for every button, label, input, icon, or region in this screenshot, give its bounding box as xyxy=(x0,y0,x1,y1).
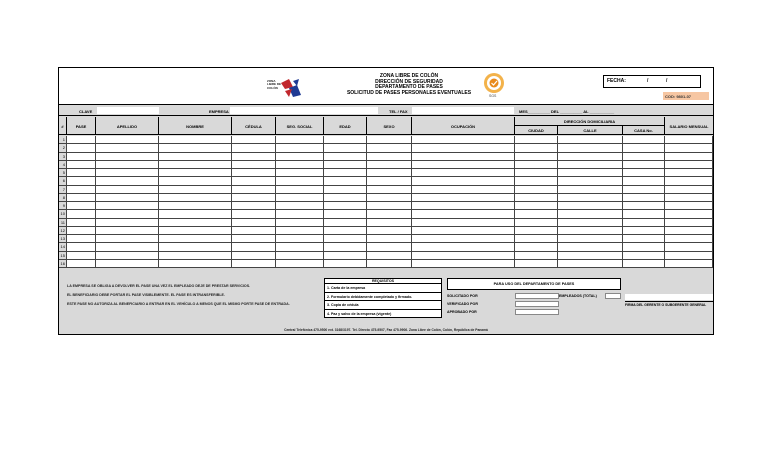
verificado-label: VERIFICADO POR xyxy=(447,302,478,306)
table-cell[interactable] xyxy=(96,235,159,242)
table-cell[interactable] xyxy=(324,169,367,176)
table-row xyxy=(59,243,713,251)
table-cell[interactable] xyxy=(367,161,412,168)
table-cell[interactable] xyxy=(412,194,515,201)
col-calle: CALLE xyxy=(558,126,623,135)
table-cell[interactable] xyxy=(232,243,276,250)
table-cell[interactable] xyxy=(623,243,665,250)
table-cell[interactable] xyxy=(276,260,324,267)
table-cell[interactable] xyxy=(67,252,96,259)
table-cell[interactable] xyxy=(232,260,276,267)
table-row xyxy=(59,186,713,194)
row-number: 1 xyxy=(59,136,67,143)
table-cell[interactable] xyxy=(67,210,96,217)
table-row xyxy=(59,219,713,227)
solicitado-label: SOLICITADO POR xyxy=(447,294,478,298)
table-cell[interactable] xyxy=(515,202,558,209)
table-cell[interactable] xyxy=(67,169,96,176)
table-cell[interactable] xyxy=(159,161,232,168)
table-row xyxy=(59,169,713,177)
table-cell[interactable] xyxy=(623,161,665,168)
table-cell[interactable] xyxy=(232,219,276,226)
aprobado-input[interactable] xyxy=(515,309,559,315)
note-2: EL BENEFICIARIO DEBE PORTAR EL PASE VISIBLEMENTE. EL PASE ES INTRANSFERIBLE. xyxy=(67,293,225,297)
requisito-2: 2. Formulario debidamente completado y firmado. xyxy=(325,293,441,302)
table-cell[interactable] xyxy=(558,235,623,242)
table-cell[interactable] xyxy=(623,260,665,267)
table-cell[interactable] xyxy=(412,227,515,234)
title-line-1: ZONA LIBRE DE COLÓN xyxy=(379,73,439,79)
table-cell[interactable] xyxy=(96,161,159,168)
table-cell[interactable] xyxy=(515,194,558,201)
requisito-3: 3. Copia de cédula xyxy=(325,301,441,310)
row-number: 7 xyxy=(59,186,67,193)
row-number: 2 xyxy=(59,144,67,151)
requisito-1: 1. Carta de la empresa xyxy=(325,284,441,293)
table-cell[interactable] xyxy=(232,235,276,242)
table-cell[interactable] xyxy=(232,252,276,259)
table-cell[interactable] xyxy=(67,194,96,201)
firma-input[interactable] xyxy=(625,294,713,300)
table-cell[interactable] xyxy=(515,210,558,217)
row-number: 3 xyxy=(59,153,67,160)
table-cell[interactable] xyxy=(558,194,623,201)
col-edad: EDAD xyxy=(324,117,367,135)
table-cell[interactable] xyxy=(515,260,558,267)
row-number: 6 xyxy=(59,177,67,184)
table-cell[interactable] xyxy=(367,252,412,259)
table-cell[interactable] xyxy=(558,186,623,193)
table-cell[interactable] xyxy=(324,260,367,267)
table-cell[interactable] xyxy=(558,210,623,217)
table-cell[interactable] xyxy=(558,136,623,143)
table-cell[interactable] xyxy=(412,260,515,267)
table-cell[interactable] xyxy=(665,136,713,143)
table-cell[interactable] xyxy=(276,177,324,184)
table-cell[interactable] xyxy=(665,219,713,226)
logo-line-3: COLÓN xyxy=(267,85,278,90)
row-number: 15 xyxy=(60,252,65,258)
table-cell[interactable] xyxy=(232,144,276,151)
row-number: 13 xyxy=(60,236,65,241)
sgs-label: SGS xyxy=(489,94,497,98)
col-nombre: NOMBRE xyxy=(159,117,232,135)
firma-label: FIRMA DEL GERENTE O SUBGERENTE GENERAL xyxy=(625,301,713,307)
table-cell[interactable] xyxy=(367,227,412,234)
table-cell[interactable] xyxy=(367,210,412,217)
table-cell[interactable] xyxy=(276,210,324,217)
note-1: LA EMPRESA SE OBLIGA A DEVOLVER EL PASE UNA VEZ EL EMPLEADO DEJE DE PRESTAR SERVICIOS. xyxy=(67,284,251,288)
table-cell[interactable] xyxy=(515,161,558,168)
requisitos-box xyxy=(324,278,442,318)
logo-line-1: ZONA xyxy=(267,79,276,83)
table-cell[interactable] xyxy=(96,260,159,267)
table-row xyxy=(59,136,713,144)
row-number: 14 xyxy=(60,244,65,250)
table-cell[interactable] xyxy=(276,202,324,209)
table-cell[interactable] xyxy=(412,161,515,168)
table-cell[interactable] xyxy=(324,227,367,234)
col-pase: PASE xyxy=(67,117,96,135)
table-cell[interactable] xyxy=(159,136,232,143)
form-footer xyxy=(59,270,713,335)
table-cell[interactable] xyxy=(623,252,665,259)
table-cell[interactable] xyxy=(665,243,713,250)
table-cell[interactable] xyxy=(324,177,367,184)
table-cell[interactable] xyxy=(67,202,96,209)
table-cell[interactable] xyxy=(558,169,623,176)
table-cell[interactable] xyxy=(367,144,412,151)
table-cell[interactable] xyxy=(159,153,232,160)
table-cell[interactable] xyxy=(324,194,367,201)
table-cell[interactable] xyxy=(96,219,159,226)
table-cell[interactable] xyxy=(232,227,276,234)
table-cell[interactable] xyxy=(665,202,713,209)
tel-fax-input[interactable] xyxy=(412,107,514,114)
col-seg-social: SEG. SOCIAL xyxy=(276,117,324,135)
table-cell[interactable] xyxy=(324,210,367,217)
note-3: ESTE PASE NO AUTORIZA AL BENEFICIARIO A ENTRAR EN EL VEHÍCULO A MENOS QUE EL MISMO PORTE PASE DE ENTRADA. xyxy=(67,302,290,306)
table-cell[interactable] xyxy=(558,260,623,267)
col-ocupacion: OCUPACIÓN xyxy=(412,117,515,135)
table-cell[interactable] xyxy=(159,227,232,234)
table-cell[interactable] xyxy=(276,252,324,259)
table-row xyxy=(59,227,713,235)
table-cell[interactable] xyxy=(665,210,713,217)
empresa-label: EMPRESA xyxy=(209,109,229,114)
table-header xyxy=(59,117,713,135)
table-cell[interactable] xyxy=(96,136,159,143)
table-cell[interactable] xyxy=(232,136,276,143)
table-cell[interactable] xyxy=(412,252,515,259)
table-cell[interactable] xyxy=(232,169,276,176)
table-cell[interactable] xyxy=(232,194,276,201)
table-cell[interactable] xyxy=(623,186,665,193)
table-cell[interactable] xyxy=(276,153,324,160)
table-cell[interactable] xyxy=(515,235,558,242)
table-cell[interactable] xyxy=(324,243,367,250)
table-cell[interactable] xyxy=(276,243,324,250)
table-cell[interactable] xyxy=(96,243,159,250)
table-cell[interactable] xyxy=(412,136,515,143)
table-cell[interactable] xyxy=(276,227,324,234)
table-cell[interactable] xyxy=(324,252,367,259)
table-row xyxy=(59,260,713,268)
table-cell[interactable] xyxy=(324,136,367,143)
table-cell[interactable] xyxy=(324,202,367,209)
table-cell[interactable] xyxy=(665,186,713,193)
table-cell[interactable] xyxy=(276,235,324,242)
requisitos-title: REQUISITOS xyxy=(325,279,441,284)
table-cell[interactable] xyxy=(96,177,159,184)
table-cell[interactable] xyxy=(367,235,412,242)
table-cell[interactable] xyxy=(67,144,96,151)
table-cell[interactable] xyxy=(324,219,367,226)
col-number: # xyxy=(59,117,67,135)
table-cell[interactable] xyxy=(367,243,412,250)
table-cell[interactable] xyxy=(412,177,515,184)
col-sexo: SEXO xyxy=(367,117,412,135)
table-cell[interactable] xyxy=(67,235,96,242)
table-cell[interactable] xyxy=(515,144,558,151)
table-cell[interactable] xyxy=(324,186,367,193)
table-cell[interactable] xyxy=(558,153,623,160)
table-row xyxy=(59,153,713,161)
empleados-total-label: EMPLEADOS (TOTAL) xyxy=(559,294,597,298)
table-cell[interactable] xyxy=(159,202,232,209)
table-cell[interactable] xyxy=(367,153,412,160)
table-cell[interactable] xyxy=(665,153,713,160)
table-cell[interactable] xyxy=(558,202,623,209)
table-cell[interactable] xyxy=(67,153,96,160)
title-line-3: DEPARTAMENTO DE PASES xyxy=(375,84,443,91)
fecha-label: FECHA: xyxy=(607,78,626,84)
table-cell[interactable] xyxy=(412,235,515,242)
table-cell[interactable] xyxy=(232,202,276,209)
table-cell[interactable] xyxy=(96,202,159,209)
table-cell[interactable] xyxy=(367,219,412,226)
row-number: 9 xyxy=(59,202,67,209)
table-cell[interactable] xyxy=(412,169,515,176)
table-cell[interactable] xyxy=(324,161,367,168)
period-label: MES__________ DEL __________ AL ___________ xyxy=(519,109,615,114)
title-line-4: SOLICITUD DE PASES PERSONALES EVENTUALES xyxy=(346,89,472,96)
table-cell[interactable] xyxy=(558,252,623,259)
table-cell[interactable] xyxy=(367,194,412,201)
table-cell[interactable] xyxy=(412,219,515,226)
footer-notes xyxy=(67,282,290,309)
table-row xyxy=(59,144,713,152)
table-cell[interactable] xyxy=(276,186,324,193)
tel-fax-label: TEL / FAX xyxy=(389,109,408,114)
fecha-field[interactable] xyxy=(603,75,701,88)
table-cell[interactable] xyxy=(515,177,558,184)
table-cell[interactable] xyxy=(67,227,96,234)
table-cell[interactable] xyxy=(159,243,232,250)
table-cell[interactable] xyxy=(276,169,324,176)
table-cell[interactable] xyxy=(67,186,96,193)
table-cell[interactable] xyxy=(665,235,713,242)
table-cell[interactable] xyxy=(665,144,713,151)
table-cell[interactable] xyxy=(96,144,159,151)
table-cell[interactable] xyxy=(558,161,623,168)
table-cell[interactable] xyxy=(515,136,558,143)
clave-label: CLAVE xyxy=(79,109,93,114)
clave-input[interactable] xyxy=(97,107,159,114)
employee-table xyxy=(59,136,713,268)
table-cell[interactable] xyxy=(232,186,276,193)
table-row xyxy=(59,161,713,169)
table-cell[interactable] xyxy=(96,153,159,160)
table-row xyxy=(59,202,713,210)
table-cell[interactable] xyxy=(623,177,665,184)
col-direccion-group: DIRECCIÓN DOMICILIARIA xyxy=(515,117,665,126)
table-cell[interactable] xyxy=(558,219,623,226)
fecha-separator-1: / xyxy=(647,78,649,84)
table-cell[interactable] xyxy=(412,210,515,217)
table-cell[interactable] xyxy=(412,202,515,209)
table-cell[interactable] xyxy=(412,186,515,193)
table-cell[interactable] xyxy=(96,169,159,176)
table-cell[interactable] xyxy=(623,235,665,242)
table-cell[interactable] xyxy=(159,177,232,184)
verificado-input[interactable] xyxy=(515,301,559,307)
table-cell[interactable] xyxy=(558,243,623,250)
table-cell[interactable] xyxy=(515,252,558,259)
table-cell[interactable] xyxy=(558,177,623,184)
table-cell[interactable] xyxy=(67,219,96,226)
table-cell[interactable] xyxy=(665,252,713,259)
table-cell[interactable] xyxy=(367,169,412,176)
info-row xyxy=(59,106,713,116)
table-cell[interactable] xyxy=(324,235,367,242)
table-cell[interactable] xyxy=(623,194,665,201)
table-cell[interactable] xyxy=(159,210,232,217)
row-number: 10 xyxy=(60,211,65,217)
table-row xyxy=(59,210,713,218)
table-cell[interactable] xyxy=(515,219,558,226)
row-number: 4 xyxy=(59,161,67,168)
table-cell[interactable] xyxy=(665,227,713,234)
table-cell[interactable] xyxy=(67,177,96,184)
table-cell[interactable] xyxy=(276,194,324,201)
table-cell[interactable] xyxy=(159,260,232,267)
aprobado-label: APROBADO POR xyxy=(447,310,477,314)
requisito-4: 4. Paz y salvo de la empresa (vigente) xyxy=(327,311,392,316)
fecha-separator-2: / xyxy=(666,78,668,84)
table-cell[interactable] xyxy=(412,144,515,151)
table-cell[interactable] xyxy=(232,153,276,160)
certification-badge-icon xyxy=(479,72,509,96)
col-casa: CASA No. xyxy=(623,126,665,135)
table-cell[interactable] xyxy=(232,210,276,217)
table-cell[interactable] xyxy=(324,144,367,151)
table-cell[interactable] xyxy=(623,227,665,234)
table-cell[interactable] xyxy=(324,153,367,160)
table-cell[interactable] xyxy=(665,177,713,184)
table-cell[interactable] xyxy=(412,243,515,250)
table-row xyxy=(59,177,713,185)
table-cell[interactable] xyxy=(96,186,159,193)
table-cell[interactable] xyxy=(665,260,713,267)
table-cell[interactable] xyxy=(623,210,665,217)
col-salario: SALARIO MENSUAL xyxy=(669,123,709,129)
table-cell[interactable] xyxy=(232,177,276,184)
table-cell[interactable] xyxy=(367,177,412,184)
form-header xyxy=(59,68,713,105)
title-line-2: DIRECCIÓN DE SEGURIDAD xyxy=(375,78,443,85)
table-cell[interactable] xyxy=(515,186,558,193)
table-cell[interactable] xyxy=(623,136,665,143)
sgs-certification-logo xyxy=(479,72,509,102)
table-row xyxy=(59,194,713,202)
table-cell[interactable] xyxy=(665,169,713,176)
table-cell[interactable] xyxy=(276,144,324,151)
table-cell[interactable] xyxy=(367,202,412,209)
table-cell[interactable] xyxy=(276,161,324,168)
table-cell[interactable] xyxy=(67,161,96,168)
table-cell[interactable] xyxy=(515,227,558,234)
contact-info: Central Telefónica 475-9500 ext. 3168/3197. Tel. Directo 475-9507, Fax 475-9906. Zona Libre de Colón, Colón, República de Panamá xyxy=(284,328,488,332)
table-cell[interactable] xyxy=(623,202,665,209)
table-cell[interactable] xyxy=(96,227,159,234)
table-cell[interactable] xyxy=(67,136,96,143)
row-number: 11 xyxy=(60,219,65,225)
row-number: 12 xyxy=(60,227,65,233)
table-cell[interactable] xyxy=(67,260,96,267)
form-code: COD: 9801-07 xyxy=(663,92,709,100)
table-cell[interactable] xyxy=(623,144,665,151)
form-sheet xyxy=(58,67,714,335)
table-cell[interactable] xyxy=(159,219,232,226)
table-cell[interactable] xyxy=(515,243,558,250)
table-cell[interactable] xyxy=(67,243,96,250)
row-number: 8 xyxy=(59,194,67,201)
table-cell[interactable] xyxy=(623,153,665,160)
table-cell[interactable] xyxy=(276,219,324,226)
table-cell[interactable] xyxy=(96,252,159,259)
empleados-total-input[interactable] xyxy=(605,293,621,299)
table-cell[interactable] xyxy=(159,252,232,259)
table-cell[interactable] xyxy=(367,260,412,267)
table-cell[interactable] xyxy=(159,194,232,201)
table-cell[interactable] xyxy=(558,227,623,234)
col-apellido: APELLIDO xyxy=(96,117,159,135)
table-cell[interactable] xyxy=(276,136,324,143)
logo-line-2: LIBRE DE xyxy=(267,82,282,87)
table-cell[interactable] xyxy=(96,194,159,201)
table-cell[interactable] xyxy=(159,186,232,193)
table-cell[interactable] xyxy=(623,169,665,176)
table-row xyxy=(59,235,713,243)
table-cell[interactable] xyxy=(665,194,713,201)
table-cell[interactable] xyxy=(96,210,159,217)
table-cell[interactable] xyxy=(515,153,558,160)
table-cell[interactable] xyxy=(412,153,515,160)
dept-use-title: PARA USO DEL DEPARTAMENTO DE PASES xyxy=(447,278,621,290)
table-cell[interactable] xyxy=(367,136,412,143)
table-cell[interactable] xyxy=(665,161,713,168)
table-cell[interactable] xyxy=(515,169,558,176)
col-ciudad: CIUDAD xyxy=(515,126,558,135)
table-cell[interactable] xyxy=(558,144,623,151)
table-cell[interactable] xyxy=(159,235,232,242)
table-cell[interactable] xyxy=(159,144,232,151)
table-cell[interactable] xyxy=(367,186,412,193)
table-cell[interactable] xyxy=(159,169,232,176)
empresa-input[interactable] xyxy=(230,107,378,114)
col-cedula: CÉDULA xyxy=(232,117,276,135)
solicitado-input[interactable] xyxy=(515,293,559,299)
table-cell[interactable] xyxy=(623,219,665,226)
row-number: 16 xyxy=(60,260,65,266)
row-number: 5 xyxy=(59,169,67,176)
table-row xyxy=(59,252,713,260)
table-cell[interactable] xyxy=(232,161,276,168)
